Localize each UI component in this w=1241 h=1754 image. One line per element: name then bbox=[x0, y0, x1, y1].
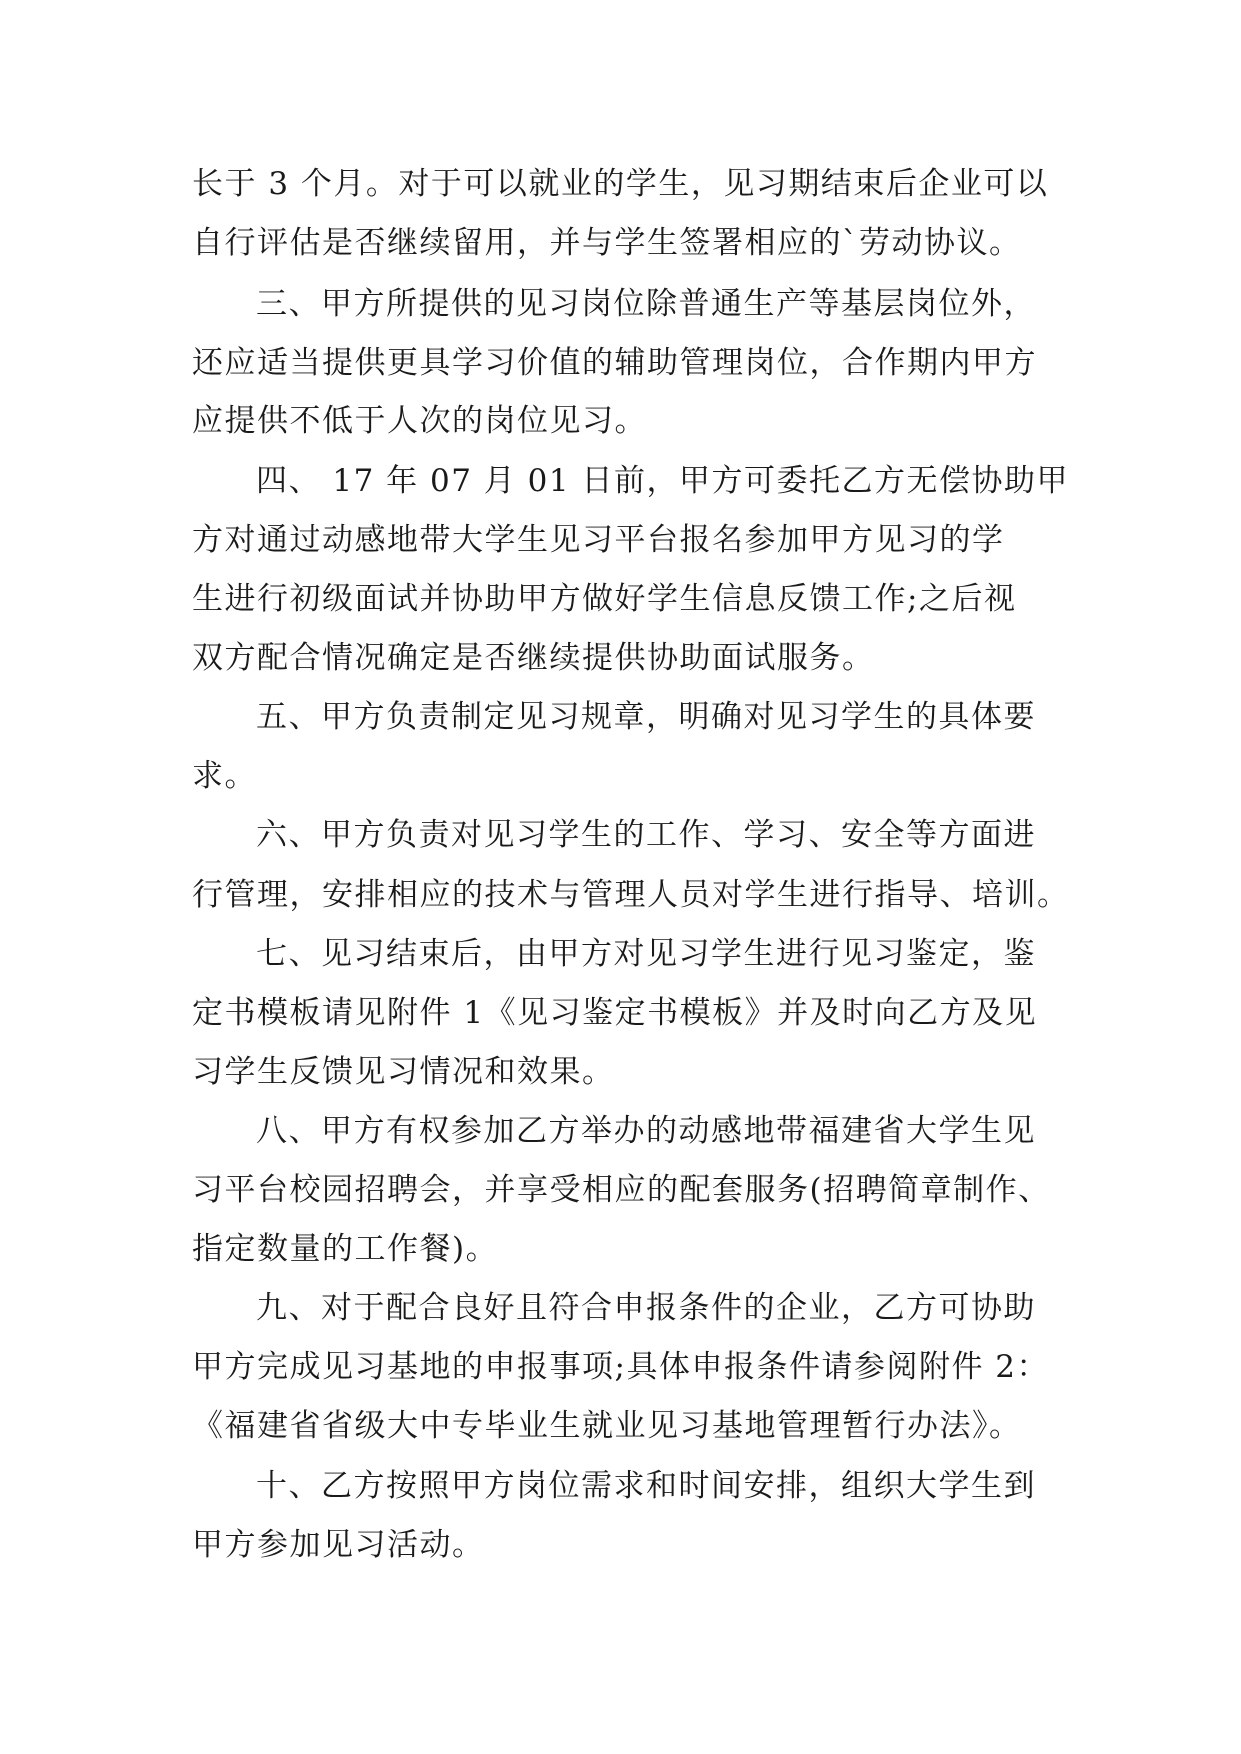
paragraph-line: 双方配合情况确定是否继续提供协助面试服务。 bbox=[192, 640, 875, 676]
clause-4-line: 四、 17 年 07 月 01 日前，甲方可委托乙方无偿协助甲 bbox=[256, 463, 1069, 499]
paragraph-line: 行管理，安排相应的技术与管理人员对学生进行指导、培训。 bbox=[192, 877, 1070, 913]
paragraph-line: 指定数量的工作餐)。 bbox=[192, 1231, 499, 1267]
paragraph-line: 应提供不低于人次的岗位见习。 bbox=[192, 403, 647, 439]
clause-10-line: 十、乙方按照甲方岗位需求和时间安排，组织大学生到 bbox=[256, 1468, 1036, 1504]
clause-6-line: 六、甲方负责对见习学生的工作、学习、安全等方面进 bbox=[256, 817, 1036, 853]
clause-9-line: 九、对于配合良好且符合申报条件的企业，乙方可协助 bbox=[256, 1290, 1036, 1326]
paragraph-line: 求。 bbox=[192, 758, 257, 794]
paragraph-line: 习平台校园招聘会，并享受相应的配套服务(招聘简章制作、 bbox=[192, 1172, 1051, 1208]
clause-5-line: 五、甲方负责制定见习规章，明确对见习学生的具体要 bbox=[256, 699, 1036, 735]
paragraph-line: 《福建省省级大中专毕业生就业见习基地管理暂行办法》。 bbox=[192, 1408, 1022, 1444]
paragraph-line: 甲方参加见习活动。 bbox=[192, 1527, 485, 1563]
paragraph-line: 生进行初级面试并协助甲方做好学生信息反馈工作;之后视 bbox=[192, 581, 1017, 617]
clause-3-line: 三、甲方所提供的见习岗位除普通生产等基层岗位外， bbox=[256, 286, 1036, 322]
paragraph-line: 长于 3 个月。对于可以就业的学生，见习期结束后企业可以 bbox=[192, 166, 1049, 202]
paragraph-line: 甲方完成见习基地的申报事项;具体申报条件请参阅附件 2： bbox=[192, 1349, 1050, 1385]
paragraph-line: 方对通过动感地带大学生见习平台报名参加甲方见习的学 bbox=[192, 522, 1005, 558]
paragraph-line: 定书模板请见附件 1《见习鉴定书模板》并及时向乙方及见 bbox=[192, 995, 1038, 1031]
clause-8-line: 八、甲方有权参加乙方举办的动感地带福建省大学生见 bbox=[256, 1113, 1036, 1149]
paragraph-line: 自行评估是否继续留用，并与学生签署相应的`劳动协议。 bbox=[192, 225, 1022, 261]
clause-7-line: 七、见习结束后，由甲方对见习学生进行见习鉴定，鉴 bbox=[256, 936, 1036, 972]
paragraph-line: 习学生反馈见习情况和效果。 bbox=[192, 1054, 615, 1090]
paragraph-line: 还应适当提供更具学习价值的辅助管理岗位，合作期内甲方 bbox=[192, 345, 1037, 381]
